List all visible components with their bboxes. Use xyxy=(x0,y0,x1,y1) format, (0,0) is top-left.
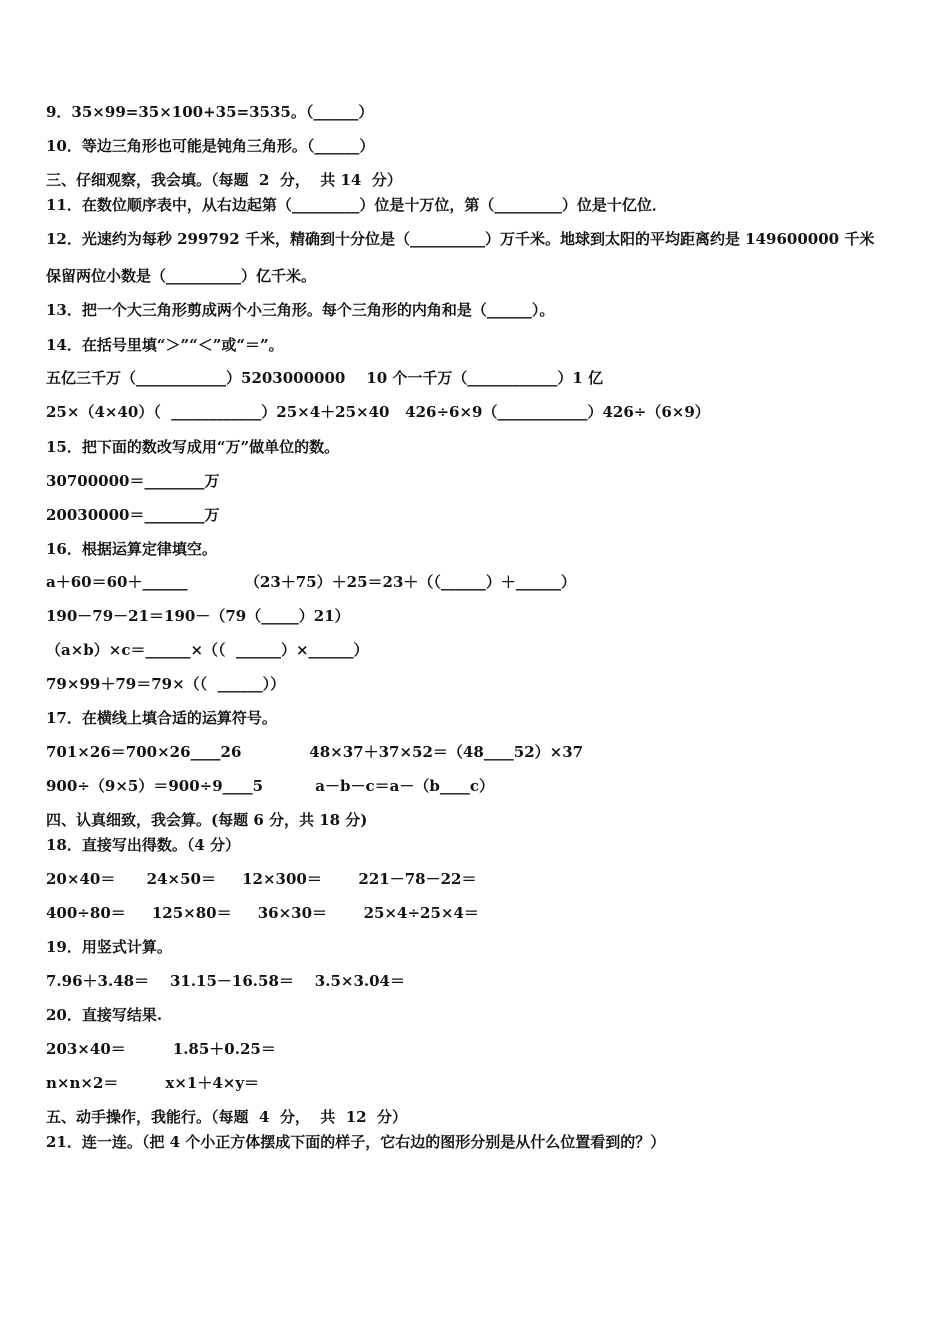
question-12: 12．光速约为每秒 299792 千米，精确到十分位是（__________）万千米。地球到太阳的平均距离约是 149600000 千米 xyxy=(46,230,875,248)
question-13: 13．把一个大三角形剪成两个小三角形。每个三角形的内角和是（______）。 xyxy=(46,301,555,319)
question-17-row1: 701×26＝700×26____26 48×37＋37×52＝（48____52）×37 xyxy=(46,743,584,761)
section-5-heading: 五、动手操作，我能行。（每题 4 分， 共 12 分） xyxy=(46,1108,408,1126)
question-16-row2: 190－79－21＝190－（79（_____）21） xyxy=(46,607,350,625)
question-15-row1: 30700000＝________万 xyxy=(46,472,220,490)
question-16-row1: a＋60＝60＋______ （23＋75）＋25＝23＋（（______）＋______） xyxy=(46,573,576,591)
question-16-row3: （a×b）×c＝______×（（ ______）×______） xyxy=(46,641,369,659)
question-20-row2: n×n×2＝ x×1＋4×y＝ xyxy=(46,1074,260,1092)
question-21: 21．连一连。（把 4 个小正方体摆成下面的样子，它右边的图形分别是从什么位置看到的？） xyxy=(46,1133,666,1151)
section-4-heading: 四、认真细致，我会算。(每题 6 分，共 18 分) xyxy=(46,811,368,829)
question-18: 18．直接写出得数。（4 分） xyxy=(46,836,241,854)
question-18-row1: 20×40＝ 24×50＝ 12×300＝ 221－78－22＝ xyxy=(46,870,477,888)
section-3-heading: 三、仔细观察，我会填。（每题 2 分， 共 14 分） xyxy=(46,171,402,189)
question-17-row2: 900÷（9×5）＝900÷9____5 a－b－c＝a－（b____c） xyxy=(46,777,494,795)
question-20-row1: 203×40＝ 1.85＋0.25＝ xyxy=(46,1040,276,1058)
question-19: 19．用竖式计算。 xyxy=(46,938,172,956)
question-16: 16．根据运算定律填空。 xyxy=(46,540,217,558)
question-17: 17．在横线上填合适的运算符号。 xyxy=(46,709,277,727)
question-18-row2: 400÷80＝ 125×80＝ 36×30＝ 25×4÷25×4＝ xyxy=(46,904,479,922)
question-20: 20．直接写结果. xyxy=(46,1006,163,1024)
question-15: 15．把下面的数改写成用“万”做单位的数。 xyxy=(46,438,340,456)
question-10: 10．等边三角形也可能是钝角三角形。（______） xyxy=(46,137,375,155)
question-14: 14．在括号里填“＞”“＜”或“＝”。 xyxy=(46,336,284,354)
question-11: 11．在数位顺序表中，从右边起第（_________）位是十万位，第（_________）位是十亿位． xyxy=(46,196,667,214)
question-14-row2: 25×（4×40）（ ____________）25×4＋25×40 426÷6×9（____________）426÷（6×9） xyxy=(46,403,710,421)
question-15-row2: 20030000＝________万 xyxy=(46,506,220,524)
question-12-cont: 保留两位小数是（__________）亿千米。 xyxy=(46,267,317,285)
question-19-row1: 7.96＋3.48＝ 31.15－16.58＝ 3.5×3.04＝ xyxy=(46,972,405,990)
question-16-row4: 79×99＋79＝79×（（ ______）） xyxy=(46,675,286,693)
question-14-row1: 五亿三千万（____________）5203000000 10 个一千万（____________）1 亿 xyxy=(46,369,604,387)
question-9: 9．35×99=35×100+35=3535。（______） xyxy=(46,103,374,121)
